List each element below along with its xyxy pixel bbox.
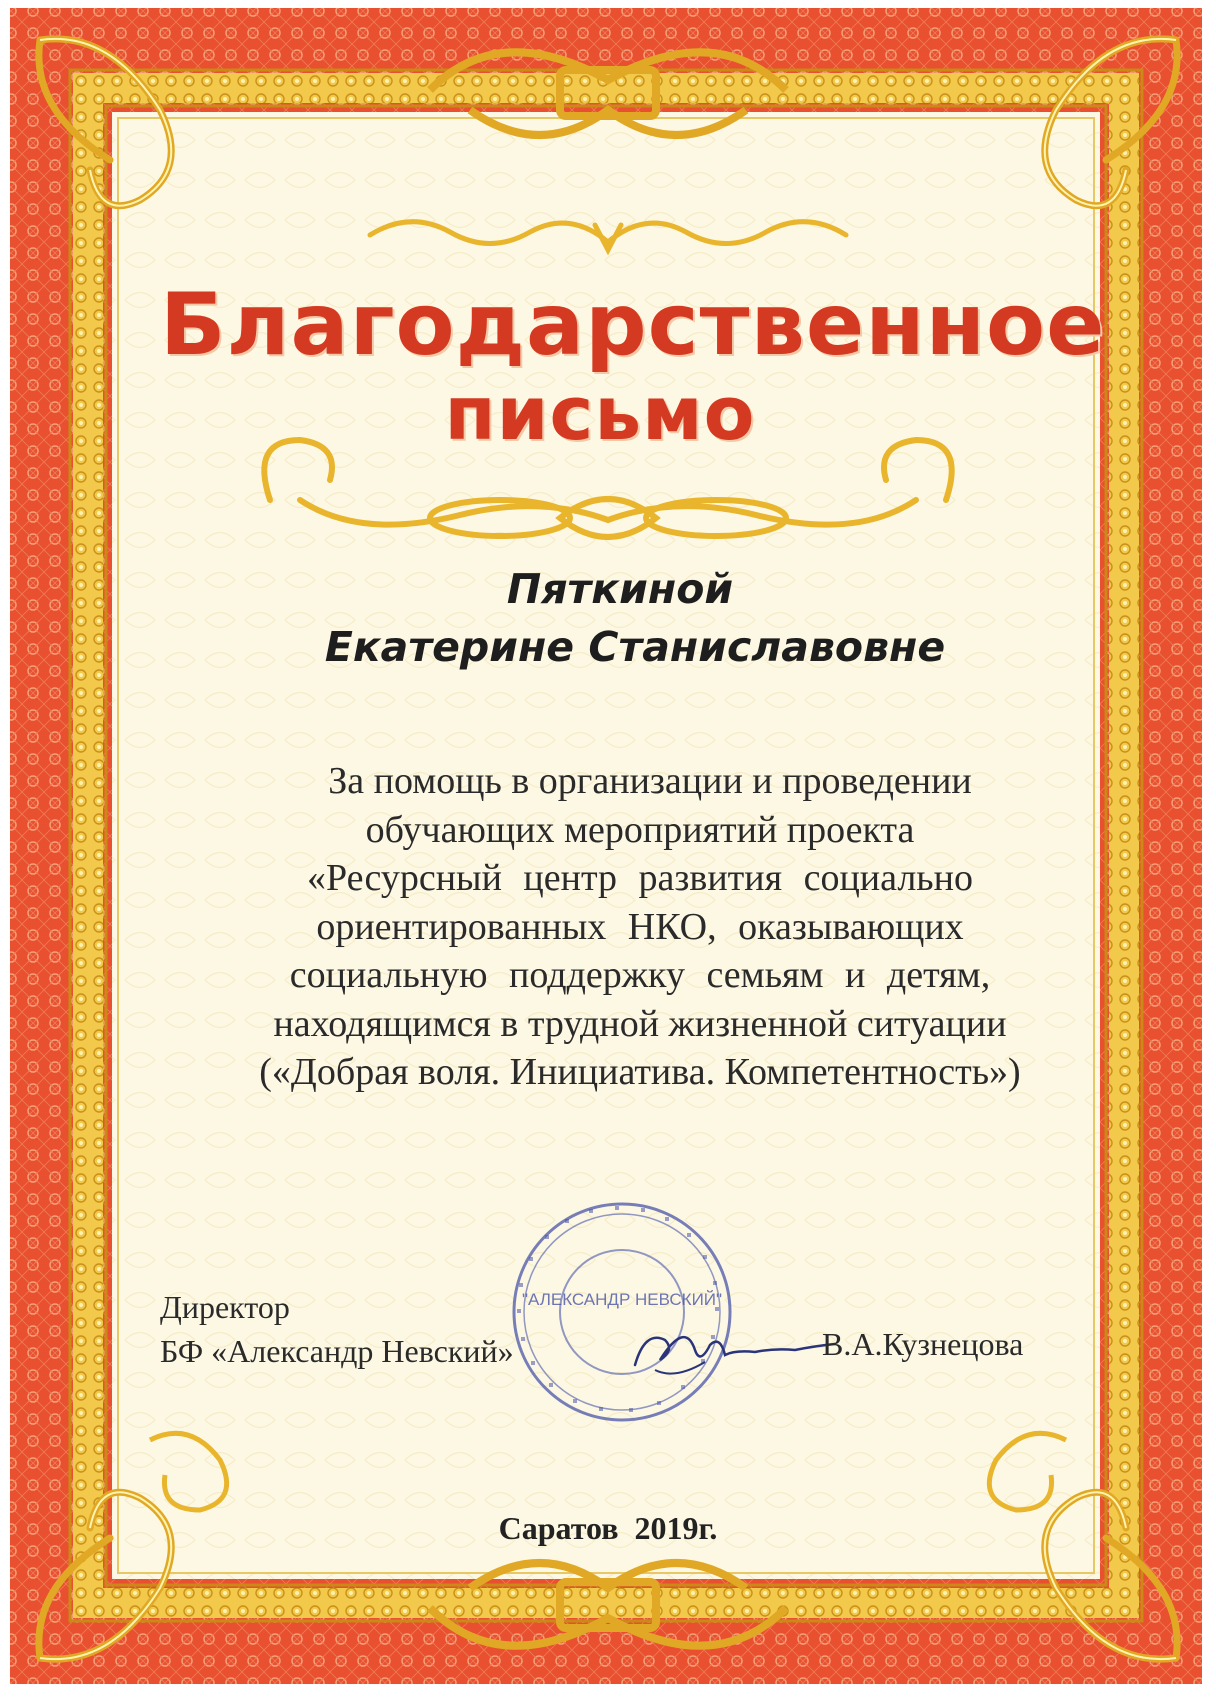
body-line: обучающих мероприятий проекта: [365, 808, 915, 851]
body-line: «Ресурсный центр развития социально: [307, 857, 973, 899]
title-line-1: Благодарственное: [160, 275, 1106, 375]
place-and-date: [0, 1510, 1216, 1547]
certificate-title: [160, 275, 1106, 458]
place-date-text: Саратов 2019г.: [498, 1510, 718, 1546]
gratitude-text: [170, 757, 1110, 1097]
body-line: социальную поддержку семьям и детям,: [289, 954, 991, 996]
handwritten-signature: [625, 1310, 845, 1390]
recipient-surname: Пяткиной: [506, 565, 734, 613]
body-line: находящимся в трудной жизненной ситуации: [273, 1002, 1007, 1045]
body-line: ориентированных НКО, оказывающих: [316, 905, 964, 948]
signatory-organization: БФ «Александр Невский»: [160, 1333, 514, 1369]
title-line-2: письмо: [444, 371, 756, 458]
stamp-text: "АЛЕКСАНДР НЕВСКИЙ": [521, 1290, 723, 1309]
signatory-block: [160, 1285, 514, 1373]
recipient-given-names: Екатерине Станиславовне: [324, 623, 946, 671]
body-line: За помощь в организации и проведении: [328, 760, 972, 802]
body-line: («Добрая воля. Инициатива. Компетентность»): [259, 1051, 1021, 1093]
signatory-title: Директор: [160, 1289, 290, 1325]
signatory-name: В.А.Кузнецова: [822, 1326, 1024, 1362]
recipient-name: [150, 560, 1060, 676]
